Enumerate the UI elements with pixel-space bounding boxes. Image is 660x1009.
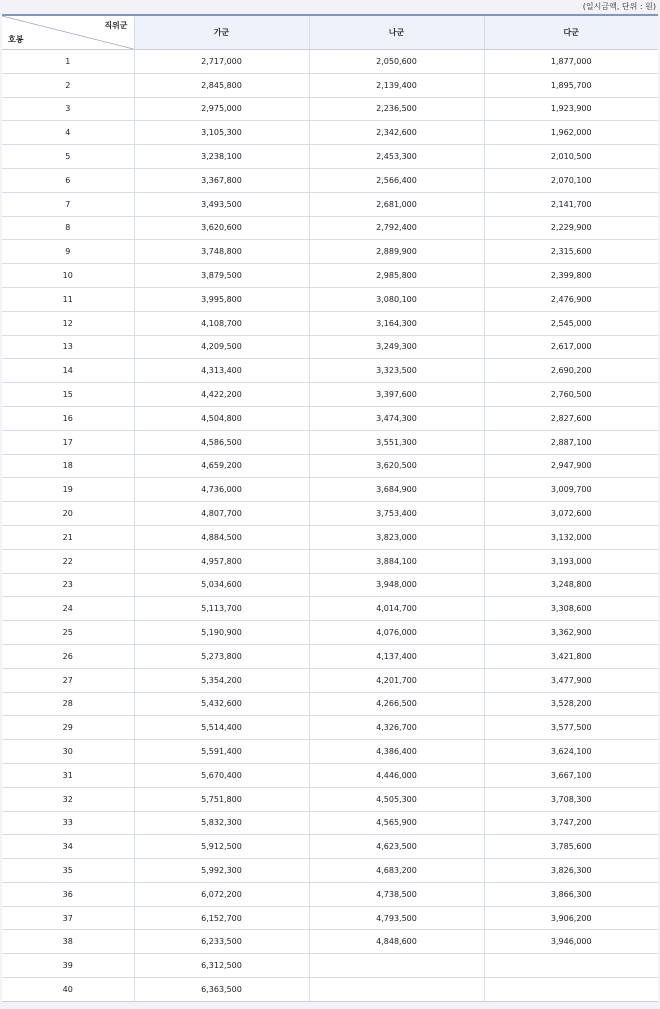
step-cell: 23 [2, 573, 134, 597]
table-row [2, 478, 658, 502]
diagonal-header-cell [2, 15, 134, 50]
ga-value-cell: 3,748,800 [134, 240, 309, 264]
na-value-cell: 3,164,300 [309, 311, 484, 335]
header-col-da: 다군 [484, 15, 658, 50]
step-cell: 1 [2, 50, 134, 74]
na-value-cell: 4,076,000 [309, 621, 484, 645]
table-row [2, 240, 658, 264]
ga-value-cell: 5,273,800 [134, 644, 309, 668]
da-value-cell: 3,009,700 [484, 478, 658, 502]
na-value-cell [309, 978, 484, 1002]
salary-table [2, 14, 658, 1002]
table-body [2, 50, 658, 1002]
ga-value-cell: 4,108,700 [134, 311, 309, 335]
table-row [2, 454, 658, 478]
table-row [2, 311, 658, 335]
ga-value-cell: 5,514,400 [134, 716, 309, 740]
na-value-cell: 3,884,100 [309, 549, 484, 573]
da-value-cell: 2,315,600 [484, 240, 658, 264]
step-cell: 38 [2, 930, 134, 954]
table-row [2, 216, 658, 240]
na-value-cell: 4,848,600 [309, 930, 484, 954]
ga-value-cell: 6,152,700 [134, 906, 309, 930]
step-cell: 19 [2, 478, 134, 502]
ga-value-cell: 4,422,200 [134, 383, 309, 407]
ga-value-cell: 3,620,600 [134, 216, 309, 240]
na-value-cell: 3,080,100 [309, 287, 484, 311]
header-col-ga: 가군 [134, 15, 309, 50]
da-value-cell: 2,545,000 [484, 311, 658, 335]
table-row [2, 835, 658, 859]
da-value-cell [484, 978, 658, 1002]
table-row [2, 287, 658, 311]
na-value-cell: 2,681,000 [309, 192, 484, 216]
da-value-cell: 2,617,000 [484, 335, 658, 359]
na-value-cell: 3,753,400 [309, 502, 484, 526]
ga-value-cell: 5,113,700 [134, 597, 309, 621]
step-cell: 35 [2, 859, 134, 883]
da-value-cell: 3,708,300 [484, 787, 658, 811]
step-cell: 13 [2, 335, 134, 359]
unit-note: (일시금액, 단위 : 원) [582, 2, 656, 11]
table-row [2, 145, 658, 169]
table-row [2, 763, 658, 787]
na-value-cell: 2,889,900 [309, 240, 484, 264]
ga-value-cell: 4,586,500 [134, 430, 309, 454]
table-row [2, 121, 658, 145]
header-position-group-label: 직위군 [104, 21, 128, 30]
step-cell: 36 [2, 882, 134, 906]
da-value-cell: 3,132,000 [484, 525, 658, 549]
na-value-cell: 2,985,800 [309, 264, 484, 288]
step-cell: 39 [2, 954, 134, 978]
ga-value-cell: 4,313,400 [134, 359, 309, 383]
step-cell: 31 [2, 763, 134, 787]
da-value-cell: 1,962,000 [484, 121, 658, 145]
ga-value-cell: 4,504,800 [134, 406, 309, 430]
step-cell: 4 [2, 121, 134, 145]
na-value-cell [309, 954, 484, 978]
ga-value-cell: 6,233,500 [134, 930, 309, 954]
ga-value-cell: 3,238,100 [134, 145, 309, 169]
na-value-cell: 3,948,000 [309, 573, 484, 597]
step-cell: 2 [2, 73, 134, 97]
da-value-cell: 2,229,900 [484, 216, 658, 240]
step-cell: 17 [2, 430, 134, 454]
ga-value-cell: 5,591,400 [134, 740, 309, 764]
ga-value-cell: 4,807,700 [134, 502, 309, 526]
table-header-row [2, 15, 658, 50]
da-value-cell: 3,072,600 [484, 502, 658, 526]
na-value-cell: 2,566,400 [309, 168, 484, 192]
da-value-cell: 2,399,800 [484, 264, 658, 288]
na-value-cell: 4,738,500 [309, 882, 484, 906]
step-cell: 7 [2, 192, 134, 216]
da-value-cell: 2,827,600 [484, 406, 658, 430]
step-cell: 25 [2, 621, 134, 645]
ga-value-cell: 3,879,500 [134, 264, 309, 288]
da-value-cell: 2,476,900 [484, 287, 658, 311]
table-row [2, 502, 658, 526]
table-row [2, 787, 658, 811]
na-value-cell: 3,823,000 [309, 525, 484, 549]
table-row [2, 264, 658, 288]
da-value-cell: 3,577,500 [484, 716, 658, 740]
step-cell: 5 [2, 145, 134, 169]
table-row [2, 192, 658, 216]
ga-value-cell: 4,659,200 [134, 454, 309, 478]
ga-value-cell: 5,912,500 [134, 835, 309, 859]
da-value-cell: 3,785,600 [484, 835, 658, 859]
na-value-cell: 2,236,500 [309, 97, 484, 121]
table-row [2, 978, 658, 1002]
da-value-cell: 3,248,800 [484, 573, 658, 597]
ga-value-cell: 6,363,500 [134, 978, 309, 1002]
ga-value-cell: 5,992,300 [134, 859, 309, 883]
ga-value-cell: 4,884,500 [134, 525, 309, 549]
ga-value-cell: 5,034,600 [134, 573, 309, 597]
table-row [2, 644, 658, 668]
ga-value-cell: 2,975,000 [134, 97, 309, 121]
na-value-cell: 4,793,500 [309, 906, 484, 930]
da-value-cell: 3,667,100 [484, 763, 658, 787]
na-value-cell: 3,474,300 [309, 406, 484, 430]
table-row [2, 573, 658, 597]
ga-value-cell: 4,957,800 [134, 549, 309, 573]
step-cell: 40 [2, 978, 134, 1002]
da-value-cell: 3,528,200 [484, 692, 658, 716]
da-value-cell: 2,887,100 [484, 430, 658, 454]
na-value-cell: 2,453,300 [309, 145, 484, 169]
ga-value-cell: 5,832,300 [134, 811, 309, 835]
table-row [2, 406, 658, 430]
da-value-cell: 2,690,200 [484, 359, 658, 383]
na-value-cell: 2,050,600 [309, 50, 484, 74]
table-row [2, 549, 658, 573]
na-value-cell: 4,326,700 [309, 716, 484, 740]
da-value-cell: 2,010,500 [484, 145, 658, 169]
step-cell: 6 [2, 168, 134, 192]
da-value-cell: 2,760,500 [484, 383, 658, 407]
da-value-cell: 3,193,000 [484, 549, 658, 573]
na-value-cell: 3,249,300 [309, 335, 484, 359]
step-cell: 21 [2, 525, 134, 549]
table-row [2, 668, 658, 692]
na-value-cell: 3,620,500 [309, 454, 484, 478]
step-cell: 14 [2, 359, 134, 383]
ga-value-cell: 3,493,500 [134, 192, 309, 216]
ga-value-cell: 6,072,200 [134, 882, 309, 906]
ga-value-cell: 3,995,800 [134, 287, 309, 311]
table-row [2, 811, 658, 835]
da-value-cell: 3,477,900 [484, 668, 658, 692]
na-value-cell: 4,201,700 [309, 668, 484, 692]
step-cell: 8 [2, 216, 134, 240]
da-value-cell: 3,826,300 [484, 859, 658, 883]
table-row [2, 740, 658, 764]
na-value-cell: 4,565,900 [309, 811, 484, 835]
da-value-cell: 3,906,200 [484, 906, 658, 930]
table-row [2, 73, 658, 97]
ga-value-cell: 3,105,300 [134, 121, 309, 145]
step-cell: 10 [2, 264, 134, 288]
table-row [2, 882, 658, 906]
da-value-cell: 3,624,100 [484, 740, 658, 764]
da-value-cell: 3,866,300 [484, 882, 658, 906]
na-value-cell: 3,684,900 [309, 478, 484, 502]
ga-value-cell: 5,354,200 [134, 668, 309, 692]
table-row [2, 716, 658, 740]
ga-value-cell: 5,190,900 [134, 621, 309, 645]
table-row [2, 906, 658, 930]
step-cell: 37 [2, 906, 134, 930]
step-cell: 27 [2, 668, 134, 692]
da-value-cell [484, 954, 658, 978]
table-row [2, 930, 658, 954]
da-value-cell: 3,747,200 [484, 811, 658, 835]
na-value-cell: 4,505,300 [309, 787, 484, 811]
na-value-cell: 3,551,300 [309, 430, 484, 454]
ga-value-cell: 2,845,800 [134, 73, 309, 97]
ga-value-cell: 3,367,800 [134, 168, 309, 192]
da-value-cell: 1,895,700 [484, 73, 658, 97]
da-value-cell: 3,421,800 [484, 644, 658, 668]
na-value-cell: 4,623,500 [309, 835, 484, 859]
da-value-cell: 1,923,900 [484, 97, 658, 121]
ga-value-cell: 5,670,400 [134, 763, 309, 787]
table-row [2, 859, 658, 883]
table-row [2, 430, 658, 454]
table-row [2, 525, 658, 549]
na-value-cell: 4,014,700 [309, 597, 484, 621]
da-value-cell: 3,946,000 [484, 930, 658, 954]
na-value-cell: 4,446,000 [309, 763, 484, 787]
step-cell: 22 [2, 549, 134, 573]
step-cell: 32 [2, 787, 134, 811]
step-cell: 29 [2, 716, 134, 740]
step-cell: 20 [2, 502, 134, 526]
step-cell: 30 [2, 740, 134, 764]
da-value-cell: 2,141,700 [484, 192, 658, 216]
na-value-cell: 3,323,500 [309, 359, 484, 383]
na-value-cell: 2,342,600 [309, 121, 484, 145]
na-value-cell: 4,683,200 [309, 859, 484, 883]
da-value-cell: 1,877,000 [484, 50, 658, 74]
header-step-label: 호봉 [8, 35, 24, 44]
table-row [2, 50, 658, 74]
ga-value-cell: 5,751,800 [134, 787, 309, 811]
da-value-cell: 2,070,100 [484, 168, 658, 192]
ga-value-cell: 5,432,600 [134, 692, 309, 716]
na-value-cell: 4,137,400 [309, 644, 484, 668]
na-value-cell: 2,792,400 [309, 216, 484, 240]
table-row [2, 597, 658, 621]
table-row [2, 692, 658, 716]
da-value-cell: 3,308,600 [484, 597, 658, 621]
na-value-cell: 4,266,500 [309, 692, 484, 716]
table-row [2, 621, 658, 645]
step-cell: 26 [2, 644, 134, 668]
na-value-cell: 3,397,600 [309, 383, 484, 407]
ga-value-cell: 6,312,500 [134, 954, 309, 978]
table-row [2, 954, 658, 978]
na-value-cell: 2,139,400 [309, 73, 484, 97]
step-cell: 3 [2, 97, 134, 121]
na-value-cell: 4,386,400 [309, 740, 484, 764]
step-cell: 28 [2, 692, 134, 716]
ga-value-cell: 4,736,000 [134, 478, 309, 502]
step-cell: 12 [2, 311, 134, 335]
step-cell: 34 [2, 835, 134, 859]
step-cell: 15 [2, 383, 134, 407]
table-row [2, 97, 658, 121]
table-row [2, 359, 658, 383]
step-cell: 24 [2, 597, 134, 621]
table-row [2, 335, 658, 359]
step-cell: 11 [2, 287, 134, 311]
step-cell: 18 [2, 454, 134, 478]
da-value-cell: 2,947,900 [484, 454, 658, 478]
step-cell: 33 [2, 811, 134, 835]
ga-value-cell: 4,209,500 [134, 335, 309, 359]
ga-value-cell: 2,717,000 [134, 50, 309, 74]
header-col-na: 나군 [309, 15, 484, 50]
da-value-cell: 3,362,900 [484, 621, 658, 645]
step-cell: 16 [2, 406, 134, 430]
table-row [2, 168, 658, 192]
step-cell: 9 [2, 240, 134, 264]
table-row [2, 383, 658, 407]
